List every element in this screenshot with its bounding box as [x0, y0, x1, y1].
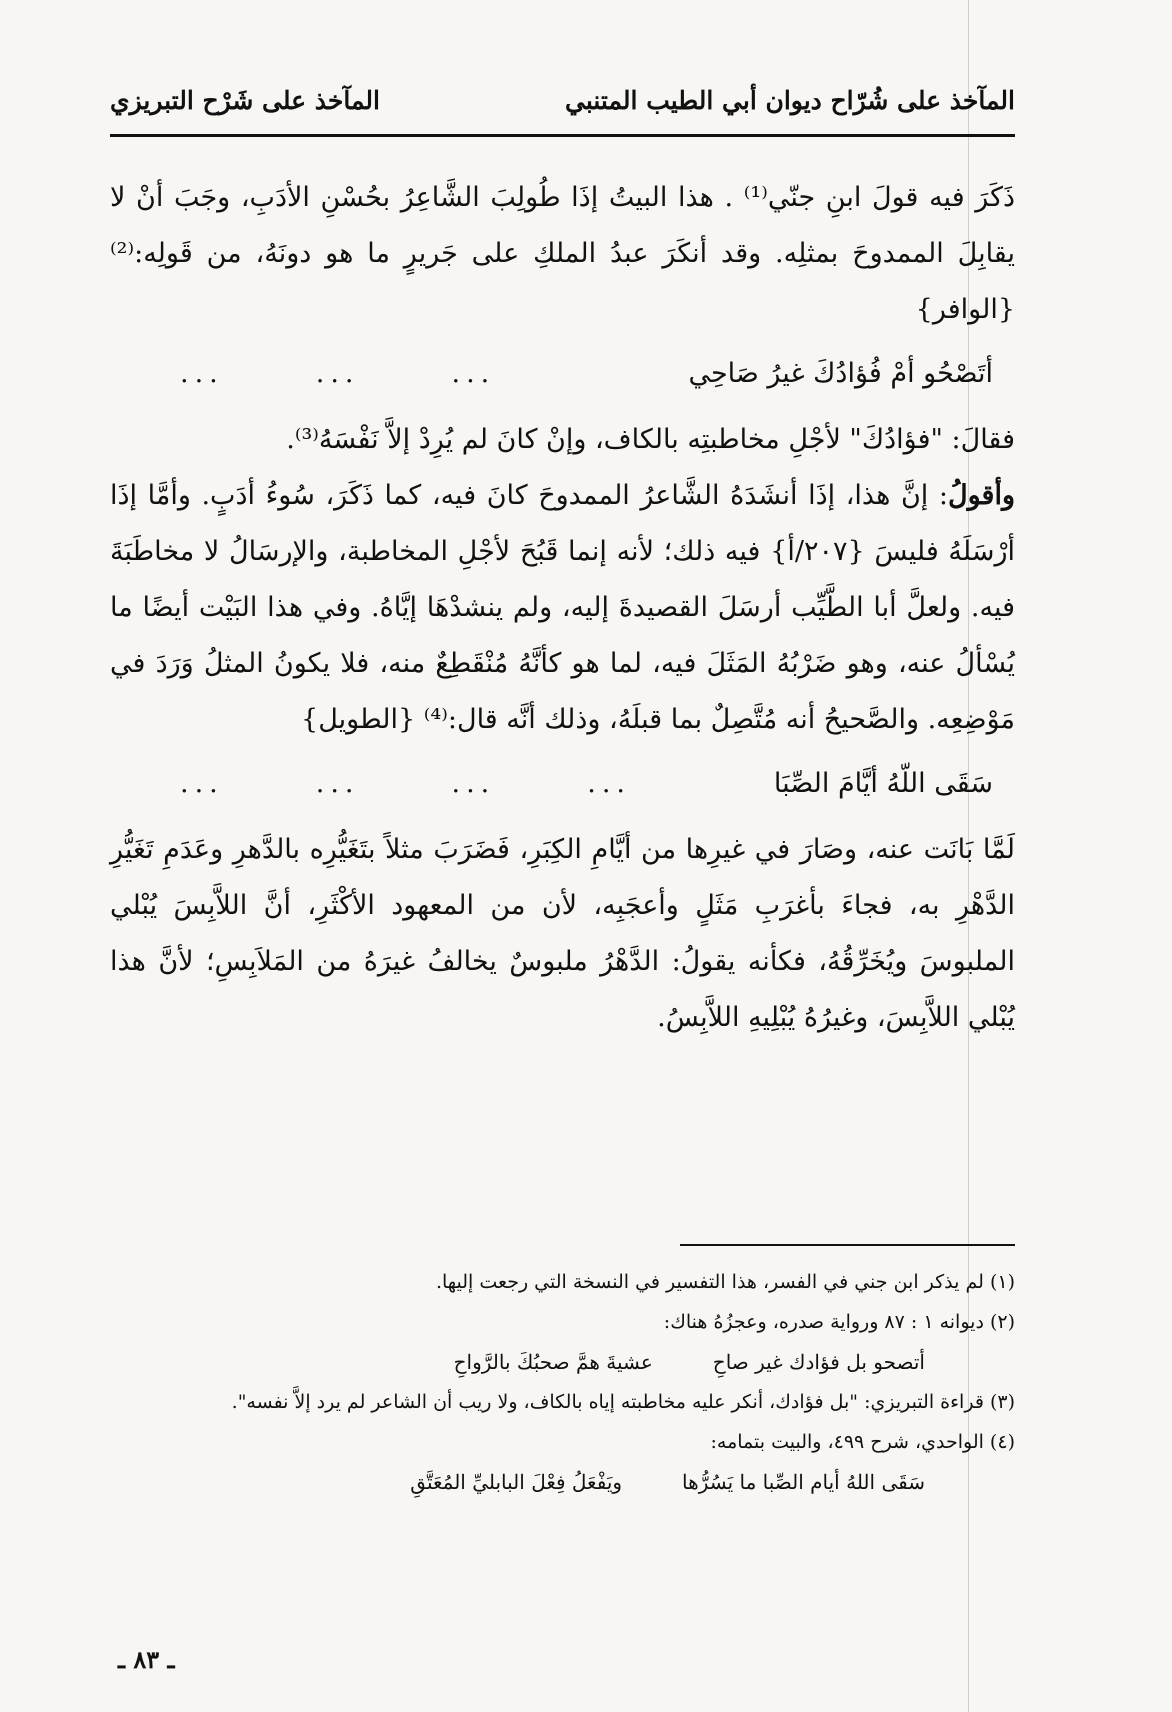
- ellipsis: ...: [180, 768, 224, 799]
- footnote-4-verse-second: ويَفْعَلُ فِعْلَ البابليِّ المُعَتَّقِ: [410, 1470, 623, 1494]
- verse-1-hemistich: أتَصْحُو أمْ فُؤادُكَ غيرُ صَاحِي: [688, 358, 993, 389]
- running-header: [110, 86, 1015, 130]
- paragraph-2: فقالَ: "فؤادُكَ" لأجْلِ مخاطبتِه بالكاف، وإنْ كانَ لم يُرِدْ إلاَّ نَفْسَهُ⁽³⁾.: [286, 424, 1015, 455]
- ellipsis: ...: [180, 358, 224, 389]
- paragraph-3-text: : إنَّ هذا، إذَا أنشَدَهُ الشَّاعرُ الممدوحَ كانَ فيه، كما ذَكَرَ، سُوءُ أدَبٍ. وأمَّا إذَا أرْسَلَهُ فليسَ {٢٠٧/أ} فيه ذلك؛ لأنه إنما قَبُحَ لأجْلِ المخاطبة، والإرسَالُ لا مخاطَبَةَ فيه. ولعلَّ أبا الطَّيِّب أرسَلَ القصيدةَ إليه، ولم ينشدْهَا إيَّاهُ. وفي هذا البَيْت أيضًا ما يُسْألُ عنه، وهو ضَرْبُهُ المَثَلَ فيه، لما هو كأنَّهُ مُنْقَطِعٌ منه، فلا يكونُ المثلُ وَرَدَ في مَوْضِعِه. والصَّحيحُ أنه مُتَّصِلٌ بما قبلَهُ، وذلك أنَّه قال:⁽⁴⁾ {الطويل}: [110, 480, 1015, 735]
- footnote-4: (٤) الواحدي، شرح ٤٩٩، والبيت بتمامه:: [710, 1431, 1015, 1453]
- paragraph-4: لَمَّا بَانَت عنه، وصَارَ في غيرِها من أيَّامِ الكِبَرِ، فَضَرَبَ مثلاً بتَغَيُّرِه بالدَّهرِ وعَدَمِ تَغَيُّرِ الدَّهْرِ به، فجاءَ بأغرَبِ مَثَلٍ وأعجَبِه، لأن من المعهود الأكْثَرِ، أنَّ اللاَّبِسَ يُبْلي الملبوسَ ويُخَرِّقُهُ، فكأنه يقولُ: الدَّهْرُ ملبوسٌ يخالفُ غيرَهُ من المَلاَبِسِ؛ لأنَّ هذا يُبْلي اللاَّبِسَ، وغيرُهُ يُبْلِيهِ اللاَّبِسُ.: [110, 834, 1015, 1033]
- footnote-2-verse-second: عشيةَ همَّ صحبُكَ بالرَّواحِ: [453, 1350, 653, 1374]
- main-text: [110, 170, 1015, 1046]
- verse-2-hemistich: سَقَى اللّهُ أيَّامَ الصِّبَا: [773, 768, 993, 799]
- header-book-title: المآخذ على شُرّاح ديوان أبي الطيب المتنبي: [565, 86, 1015, 115]
- ellipsis: ...: [315, 358, 360, 389]
- footnote-1: (١) لم يذكر ابن جني في الفسر، هذا التفسير في النسخة التي رجعت إليها.: [435, 1271, 1015, 1293]
- verse-1: [110, 346, 1015, 402]
- paragraph-1: ذَكَرَ فيه قولَ ابنِ جنّي⁽¹⁾ . هذا البيتُ إذَا طُولِبَ الشَّاعِرُ بحُسْنِ الأدَبِ، وجَبَ أنْ لا يقابِلَ الممدوحَ بمثلِه. وقد أنكَرَ عبدُ الملكِ على جَريرٍ ما هو دونَهُ، من قَولِه:⁽²⁾ {الوافر}: [110, 182, 1015, 325]
- ellipsis: ...: [451, 768, 496, 799]
- verse-1-ellipses: [180, 346, 495, 402]
- page-number: ـ ٨٣ ـ: [118, 1645, 175, 1674]
- footnote-2: (٢) ديوانه ١ : ٨٧ ورواية صدره، وعجزُهُ هناك:: [663, 1311, 1015, 1333]
- paragraph-3-lead: وأقولُ: [947, 480, 1015, 511]
- paragraph-3: [110, 468, 1015, 748]
- footnotes: [110, 1262, 1015, 1502]
- verse-2: [110, 756, 1015, 812]
- footnote-4-verse-first: سَقَى اللهُ أيام الصِّبا ما يَسُرُّها: [682, 1470, 925, 1494]
- verse-2-ellipses: [180, 756, 631, 812]
- ellipsis: ...: [451, 358, 496, 389]
- footnote-4-verse: [110, 1462, 1015, 1502]
- footnote-divider: [680, 1244, 1015, 1246]
- ellipsis: ...: [587, 768, 631, 799]
- footnote-2-verse-first: أتصحو بل فؤادك غير صاحِ: [712, 1350, 925, 1374]
- footnote-3: (٣) قراءة التبريزي: "بل فؤادك، أنكر عليه مخاطبته إياه بالكاف، ولا ريب أن الشاعر لم يرد إلاَّ نفسه".: [231, 1391, 1015, 1413]
- ellipsis: ...: [315, 768, 360, 799]
- header-divider: [110, 134, 1015, 137]
- header-section-title: المآخذ على شَرْح التبريزي: [110, 86, 380, 115]
- footnote-2-verse: [110, 1342, 1015, 1382]
